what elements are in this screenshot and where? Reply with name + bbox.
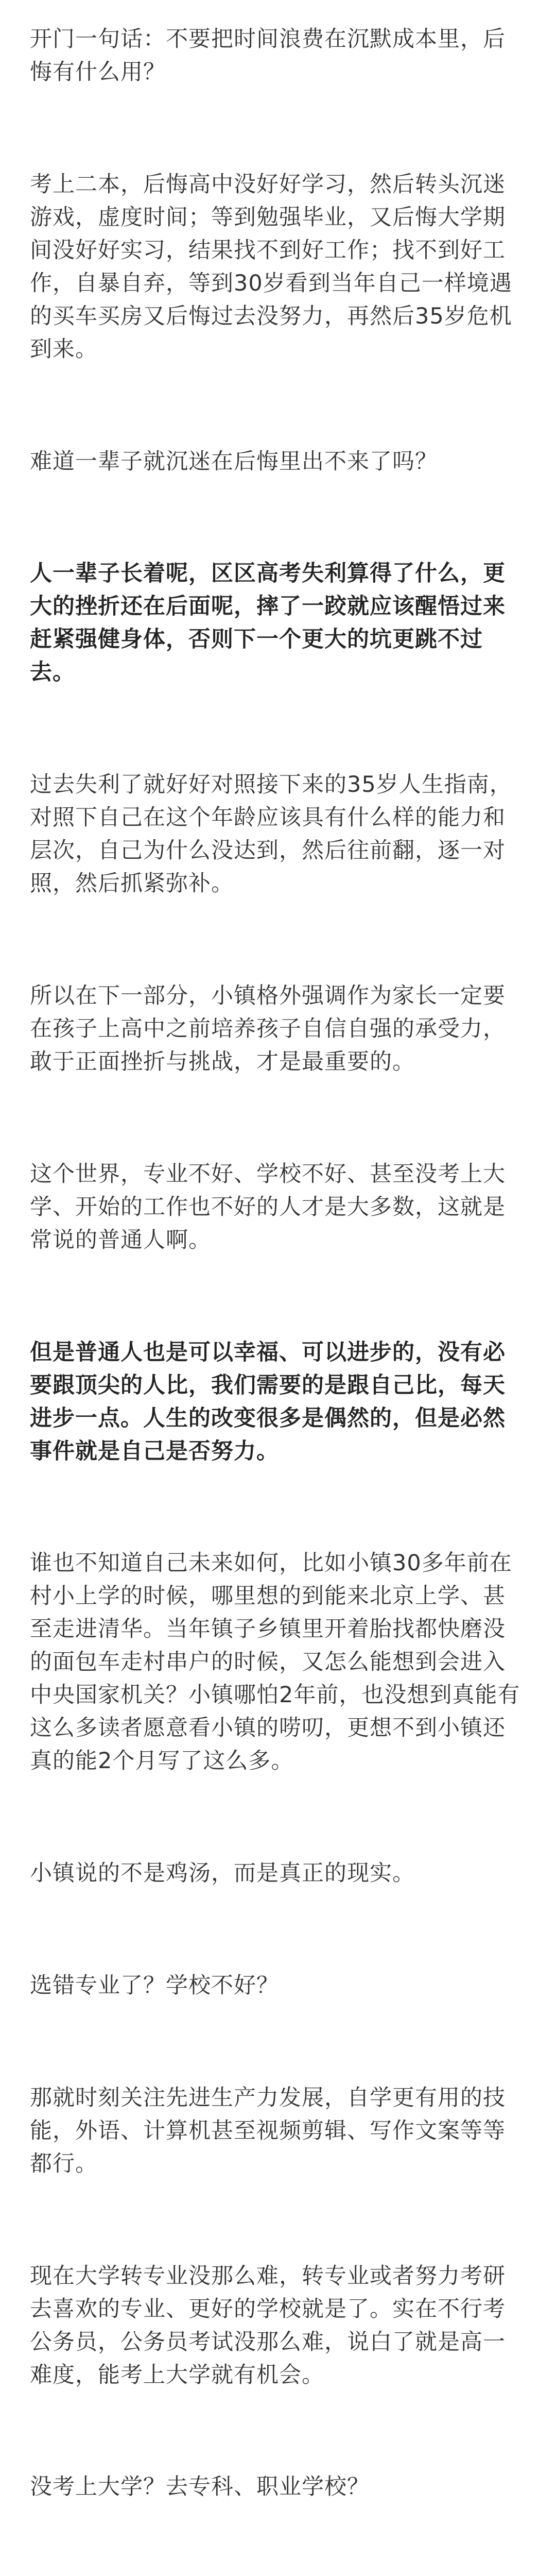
paragraph-self-study: 那就时刻关注先进生产力发展，自学更有用的技能，外语、计算机甚至视频剪辑、写作文案等等都行。 — [30, 2084, 506, 2177]
paragraph-regret-chain: 考上二本，后悔高中没好好学习，然后转头沉迷游戏，虚度时间；等到勉强毕业，又后悔大学期间没好好实习，结果找不到好工作；找不到好工作，自暴自弃，等到30岁看到当年自己一样境遇的买车买房又后悔过去没努力，再然后35岁危机到来。 — [30, 171, 512, 362]
paragraph-bold-progress: 但是普通人也是可以幸福、可以进步的，没有必要跟顶尖的人比，我们需要的是跟自己比，每天进步一点。人生的改变很多是偶然的，但是必然事件就是自己是否努力。 — [30, 1339, 506, 1464]
paragraph-guide: 过去失利了就好好对照接下来的35岁人生指南，对照下自己在这个年龄应该具有什么样的能力和层次，自己为什么没达到，然后往前翻，逐一对照，然后抓紧弥补。 — [30, 772, 512, 897]
paragraph-transfer: 现在大学转专业没那么难，转专业或者努力考研去喜欢的专业、更好的学校就是了。实在不行考公务员，公务员考试没那么难，说白了就是高一难度，能考上大学就有机会。 — [30, 2263, 506, 2388]
paragraph-opening: 开门一句话：不要把时间浪费在沉默成本里，后悔有什么用？ — [30, 26, 506, 85]
paragraph-future: 谁也不知道自己未来如何，比如小镇30多年前在村小上学的时候，哪里想的到能来北京上学、甚至走进清华。当年镇子乡镇里开着胎找都快磨没的面包车走村串户的时候，又怎么能想到会进入中央国家机关？小镇哪怕2年前，也没想到真能有这么多读者愿意看小镇的唠叨，更想不到小镇还真的能2个月写了这么多。 — [30, 1550, 520, 1774]
paragraph-question: 难道一辈子就沉迷在后悔里出不来了吗？ — [30, 448, 438, 474]
paragraph-reality: 小镇说的不是鸡汤，而是真正的现实。 — [30, 1860, 415, 1887]
paragraph-q-major: 选错专业了？学校不好？ — [30, 1973, 279, 1998]
paragraph-ordinary-people: 这个世界，专业不好、学校不好、甚至没考上大学、开始的工作也不好的人才是大多数，这就是常说的普通人啊。 — [30, 1161, 506, 1253]
paragraph-parents: 所以在下一部分，小镇格外强调作为家长一定要在孩子上高中之前培养孩子自信自强的承受力，敢于正面挫折与挑战，才是最重要的。 — [30, 983, 506, 1075]
paragraph-q-college: 没考上大学？去专科、职业学校？ — [30, 2474, 370, 2500]
paragraph-bold-life-long: 人一辈子长着呢，区区高考失利算得了什么，更大的挫折还在后面呢，摔了一跤就应该醒悟过来赶紧强健身体，否则下一个更大的坑更跳不过去。 — [30, 561, 506, 686]
